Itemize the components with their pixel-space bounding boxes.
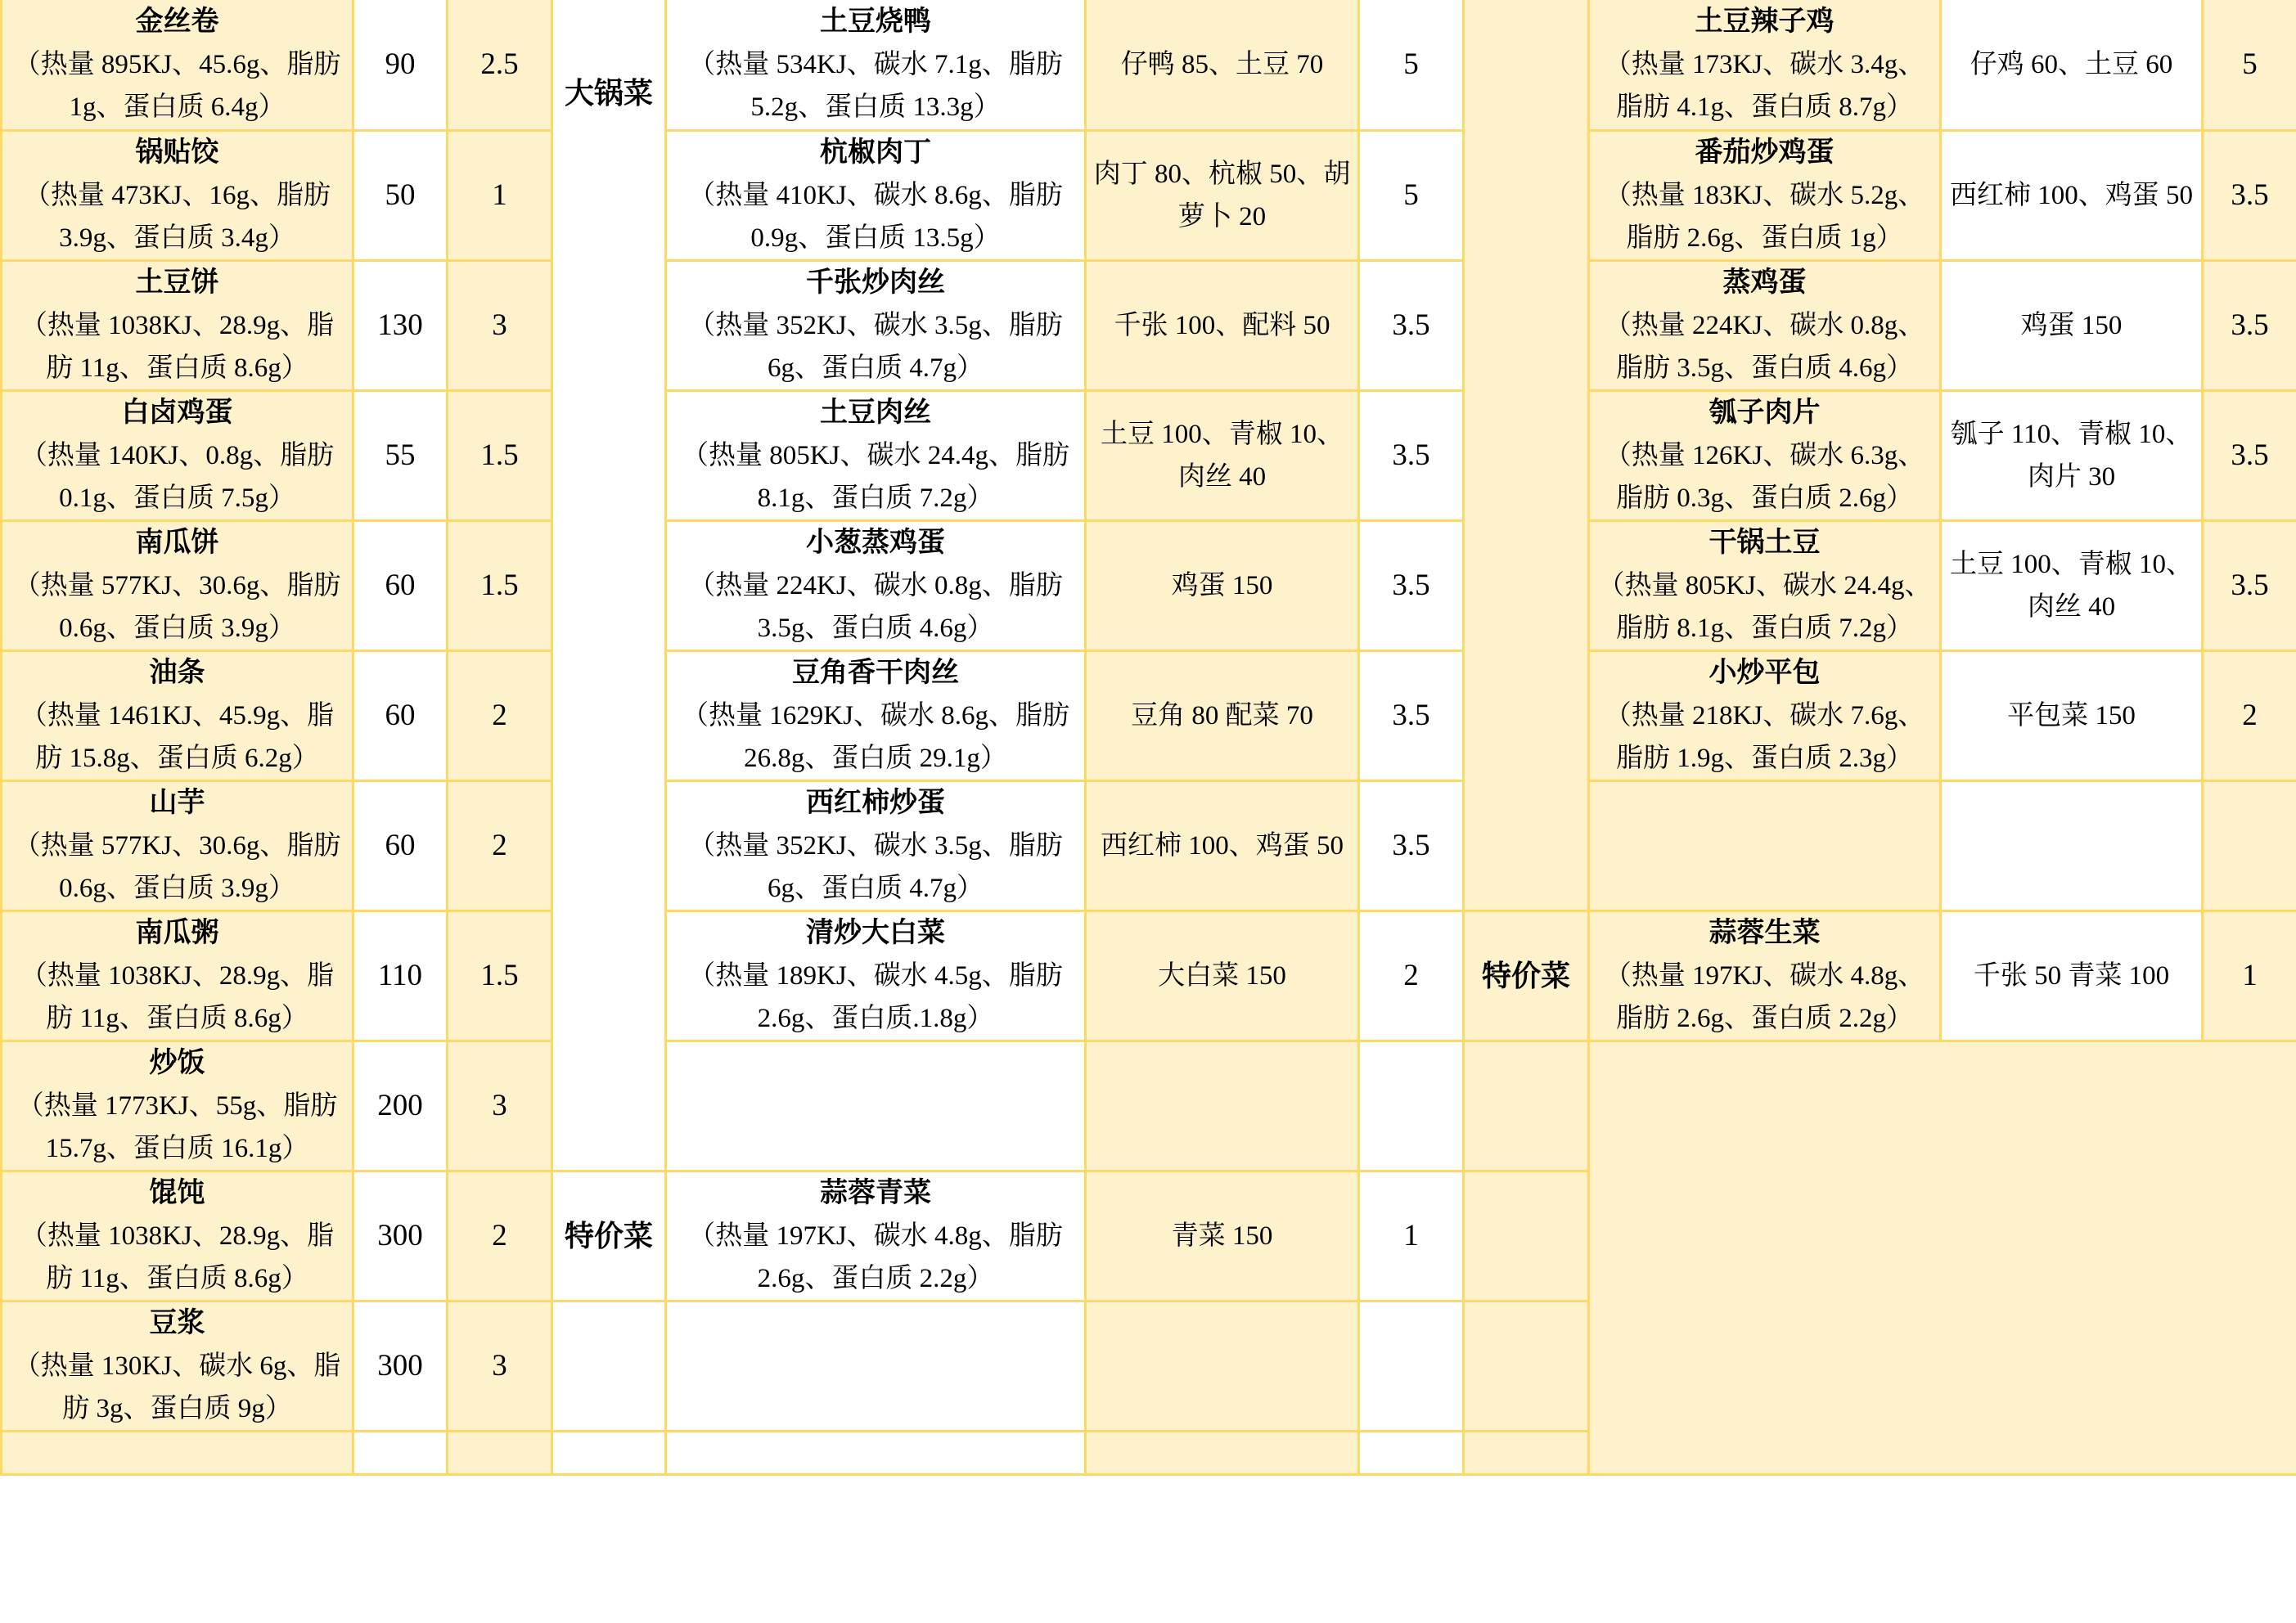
weight-cell: 130 <box>353 260 448 390</box>
dish-nutrition: （热量 189KJ、碳水 4.5g、脂肪 2.6g、蛋白质.1.8g） <box>688 960 1063 1033</box>
ingredients-cell: 鸡蛋 150 <box>1086 520 1359 650</box>
empty-ingredients-cell <box>1941 780 2203 910</box>
table-row <box>2 390 2296 520</box>
table-row <box>2 520 2296 650</box>
price-cell: 5 <box>2203 0 2296 130</box>
empty-category-cell <box>1464 1431 1589 1474</box>
price-cell: 3.5 <box>1359 780 1464 910</box>
table-row <box>2 260 2296 390</box>
table-row <box>2 650 2296 780</box>
dish-cell <box>2 390 353 520</box>
dish-nutrition: （热量 130KJ、碳水 6g、脂肪 3g、蛋白质 9g） <box>13 1351 341 1423</box>
dish-name: 炒饭 <box>149 1047 205 1078</box>
dish-cell <box>1589 0 1941 130</box>
dish-name: 千张炒肉丝 <box>806 267 945 298</box>
empty-price-cell <box>2203 780 2296 910</box>
dish-name: 番茄炒鸡蛋 <box>1695 137 1835 168</box>
dish-nutrition: （热量 895KJ、45.6g、脂肪 1g、蛋白质 6.4g） <box>13 49 341 122</box>
dish-nutrition: （热量 126KJ、碳水 6.3g、脂肪 0.3g、蛋白质 2.6g） <box>1604 440 1925 513</box>
dish-name: 油条 <box>149 657 205 688</box>
dish-nutrition: （热量 1773KJ、55g、脂肪 15.7g、蛋白质 16.1g） <box>16 1090 338 1163</box>
table-row <box>2 130 2296 260</box>
dish-name: 蒜蓉青菜 <box>820 1177 931 1208</box>
price-cell: 3 <box>448 260 552 390</box>
dish-cell <box>1589 260 1941 390</box>
price-cell: 1 <box>448 130 552 260</box>
ingredients-cell: 仔鸡 60、土豆 60 <box>1941 0 2203 130</box>
dish-nutrition: （热量 352KJ、碳水 3.5g、脂肪 6g、蛋白质 4.7g） <box>688 310 1063 383</box>
ingredients-cell: 土豆 100、青椒 10、肉丝 40 <box>1941 520 2203 650</box>
price-cell: 3 <box>448 1041 552 1171</box>
ingredients-cell: 西红柿 100、鸡蛋 50 <box>1086 780 1359 910</box>
dish-cell <box>2 1301 353 1431</box>
ingredients-cell: 平包菜 150 <box>1941 650 2203 780</box>
price-cell: 3.5 <box>1359 520 1464 650</box>
price-cell: 3.5 <box>2203 390 2296 520</box>
dish-cell <box>666 260 1086 390</box>
dish-cell <box>2 780 353 910</box>
dish-cell <box>666 650 1086 780</box>
price-cell: 1.5 <box>448 520 552 650</box>
price-cell: 1.5 <box>448 910 552 1041</box>
price-cell: 3 <box>448 1301 552 1431</box>
dish-cell <box>666 780 1086 910</box>
dish-cell <box>1589 130 1941 260</box>
price-cell: 5 <box>1359 0 1464 130</box>
weight-cell: 200 <box>353 1041 448 1171</box>
dish-name: 土豆肉丝 <box>820 397 931 428</box>
dish-cell <box>1589 910 1941 1041</box>
dish-name: 干锅土豆 <box>1708 527 1821 558</box>
dish-cell <box>666 1171 1086 1301</box>
price-cell: 2 <box>448 1171 552 1301</box>
dish-name: 南瓜饼 <box>135 527 219 558</box>
dish-nutrition: （热量 140KJ、0.8g、脂肪 0.1g、蛋白质 7.5g） <box>20 440 335 513</box>
dish-nutrition: （热量 197KJ、碳水 4.8g、脂肪 2.6g、蛋白质 2.2g） <box>688 1221 1063 1293</box>
empty-price-cell <box>1359 1041 1464 1171</box>
ingredients-cell: 鸡蛋 150 <box>1941 260 2203 390</box>
price-cell: 3.5 <box>2203 130 2296 260</box>
ingredients-cell: 瓠子 110、青椒 10、肉片 30 <box>1941 390 2203 520</box>
dish-name: 馄饨 <box>149 1177 205 1208</box>
weight-cell: 50 <box>353 130 448 260</box>
dish-name: 蒜蓉生菜 <box>1708 917 1821 948</box>
dish-name: 清炒大白菜 <box>806 917 945 948</box>
weight-cell: 60 <box>353 780 448 910</box>
price-cell: 2.5 <box>448 0 552 130</box>
dish-nutrition: （热量 218KJ、碳水 7.6g、脂肪 1.9g、蛋白质 2.3g） <box>1604 700 1925 773</box>
empty-price-cell <box>1359 1431 1464 1474</box>
dish-name: 土豆辣子鸡 <box>1695 6 1835 37</box>
dish-name: 锅贴饺 <box>135 137 219 168</box>
dish-cell <box>2 130 353 260</box>
price-cell: 3.5 <box>1359 650 1464 780</box>
dish-cell <box>2 910 353 1041</box>
dish-nutrition: （热量 1629KJ、碳水 8.6g、脂肪 26.8g、蛋白质 29.1g） <box>682 700 1069 773</box>
dish-cell <box>666 390 1086 520</box>
weight-cell: 55 <box>353 390 448 520</box>
empty-category-cell <box>552 1301 666 1431</box>
dish-cell <box>2 650 353 780</box>
dish-name: 豆浆 <box>149 1307 205 1338</box>
dish-nutrition: （热量 1038KJ、28.9g、脂肪 11g、蛋白质 8.6g） <box>20 960 335 1033</box>
weight-cell: 300 <box>353 1301 448 1431</box>
price-cell: 2 <box>448 650 552 780</box>
dish-name: 土豆烧鸭 <box>820 6 931 37</box>
dish-nutrition: （热量 805KJ、碳水 24.4g、脂肪 8.1g、蛋白质 7.2g） <box>1597 570 1932 643</box>
price-cell: 1 <box>2203 910 2296 1041</box>
empty-dish-cell <box>666 1431 1086 1474</box>
dish-cell <box>2 0 353 130</box>
empty-ingredients-cell <box>1086 1041 1359 1171</box>
dish-name: 小炒平包 <box>1708 657 1821 688</box>
ingredients-cell: 肉丁 80、杭椒 50、胡萝卜 20 <box>1086 130 1359 260</box>
category-cell-dagoucai: 大锅菜 <box>552 0 666 1171</box>
dish-name: 蒸鸡蛋 <box>1722 267 1807 298</box>
price-cell: 3.5 <box>2203 520 2296 650</box>
empty-price-cell <box>1359 1301 1464 1431</box>
dish-name: 瓠子肉片 <box>1708 397 1821 428</box>
dish-nutrition: （热量 1038KJ、28.9g、脂肪 11g、蛋白质 8.6g） <box>20 1221 335 1293</box>
price-cell: 2 <box>1359 910 1464 1041</box>
table-row <box>2 0 2296 130</box>
dish-nutrition: （热量 224KJ、碳水 0.8g、脂肪 3.5g、蛋白质 4.6g） <box>1604 310 1925 383</box>
empty-dish-cell <box>1589 780 1941 910</box>
dish-cell <box>1589 520 1941 650</box>
ingredients-cell: 仔鸭 85、土豆 70 <box>1086 0 1359 130</box>
ingredients-cell: 青菜 150 <box>1086 1171 1359 1301</box>
dish-name: 南瓜粥 <box>135 917 219 948</box>
merged-blank-cell <box>1589 1041 2296 1474</box>
dish-nutrition: （热量 1038KJ、28.9g、脂肪 11g、蛋白质 8.6g） <box>20 310 335 383</box>
dish-nutrition: （热量 577KJ、30.6g、脂肪 0.6g、蛋白质 3.9g） <box>13 830 341 903</box>
empty-dish-cell <box>2 1431 353 1474</box>
dish-nutrition: （热量 352KJ、碳水 3.5g、脂肪 6g、蛋白质 4.7g） <box>688 830 1063 903</box>
empty-dish-cell <box>666 1041 1086 1171</box>
weight-cell: 300 <box>353 1171 448 1301</box>
dish-name: 土豆饼 <box>135 267 219 298</box>
price-cell: 1.5 <box>448 390 552 520</box>
price-cell: 2 <box>2203 650 2296 780</box>
price-cell: 1 <box>1359 1171 1464 1301</box>
price-cell: 5 <box>1359 130 1464 260</box>
ingredients-cell: 千张 50 青菜 100 <box>1941 910 2203 1041</box>
empty-category-cell <box>1464 1301 1589 1431</box>
dish-nutrition: （热量 534KJ、碳水 7.1g、脂肪 5.2g、蛋白质 13.3g） <box>688 49 1063 122</box>
category-cell-tejiacai-right: 特价菜 <box>1464 910 1589 1041</box>
dish-nutrition: （热量 473KJ、16g、脂肪 3.9g、蛋白质 3.4g） <box>24 180 331 253</box>
ingredients-cell: 大白菜 150 <box>1086 910 1359 1041</box>
dish-cell <box>2 1171 353 1301</box>
empty-category-cell <box>1464 1041 1589 1171</box>
empty-ingredients-cell <box>1086 1431 1359 1474</box>
dish-nutrition: （热量 1461KJ、45.9g、脂肪 15.8g、蛋白质 6.2g） <box>20 700 335 773</box>
empty-dish-cell <box>666 1301 1086 1431</box>
weight-cell: 90 <box>353 0 448 130</box>
price-cell: 3.5 <box>1359 260 1464 390</box>
ingredients-cell: 千张 100、配料 50 <box>1086 260 1359 390</box>
weight-cell: 60 <box>353 650 448 780</box>
price-cell: 3.5 <box>1359 390 1464 520</box>
dish-cell <box>2 260 353 390</box>
dish-cell <box>1589 390 1941 520</box>
empty-price-cell <box>448 1431 552 1474</box>
weight-cell: 60 <box>353 520 448 650</box>
dish-cell <box>666 130 1086 260</box>
ingredients-cell: 西红柿 100、鸡蛋 50 <box>1941 130 2203 260</box>
dish-nutrition: （热量 173KJ、碳水 3.4g、脂肪 4.1g、蛋白质 8.7g） <box>1604 49 1925 122</box>
dish-nutrition: （热量 224KJ、碳水 0.8g、脂肪 3.5g、蛋白质 4.6g） <box>688 570 1063 643</box>
ingredients-cell: 豆角 80 配菜 70 <box>1086 650 1359 780</box>
price-cell: 3.5 <box>2203 260 2296 390</box>
dish-name: 西红柿炒蛋 <box>806 787 945 818</box>
dish-name: 杭椒肉丁 <box>820 137 931 168</box>
dish-cell <box>666 910 1086 1041</box>
table-row <box>2 1041 2296 1171</box>
category-cell-tejiacai-middle: 特价菜 <box>552 1171 666 1301</box>
price-cell: 2 <box>448 780 552 910</box>
table-row <box>2 780 2296 910</box>
dish-nutrition: （热量 577KJ、30.6g、脂肪 0.6g、蛋白质 3.9g） <box>13 570 341 643</box>
dish-nutrition: （热量 183KJ、碳水 5.2g、脂肪 2.6g、蛋白质 1g） <box>1604 180 1925 253</box>
dish-nutrition: （热量 197KJ、碳水 4.8g、脂肪 2.6g、蛋白质 2.2g） <box>1604 960 1925 1033</box>
empty-category-cell <box>552 1431 666 1474</box>
ingredients-cell: 土豆 100、青椒 10、肉丝 40 <box>1086 390 1359 520</box>
dish-cell <box>2 1041 353 1171</box>
empty-weight-cell <box>353 1431 448 1474</box>
dish-cell <box>666 520 1086 650</box>
dish-nutrition: （热量 805KJ、碳水 24.4g、脂肪 8.1g、蛋白质 7.2g） <box>682 440 1069 513</box>
dish-name: 豆角香干肉丝 <box>792 657 959 688</box>
category-cell-empty <box>1464 0 1589 910</box>
dish-nutrition: （热量 410KJ、碳水 8.6g、脂肪 0.9g、蛋白质 13.5g） <box>688 180 1063 253</box>
dish-name: 金丝卷 <box>135 6 219 37</box>
dish-cell <box>1589 650 1941 780</box>
dish-cell <box>2 520 353 650</box>
dish-name: 山芋 <box>149 787 205 818</box>
dish-cell <box>666 0 1086 130</box>
dish-name: 白卤鸡蛋 <box>121 397 233 428</box>
table-row <box>2 910 2296 1041</box>
dish-name: 小葱蒸鸡蛋 <box>806 527 945 558</box>
empty-category-cell <box>1464 1171 1589 1301</box>
weight-cell: 110 <box>353 910 448 1041</box>
empty-ingredients-cell <box>1086 1301 1359 1431</box>
